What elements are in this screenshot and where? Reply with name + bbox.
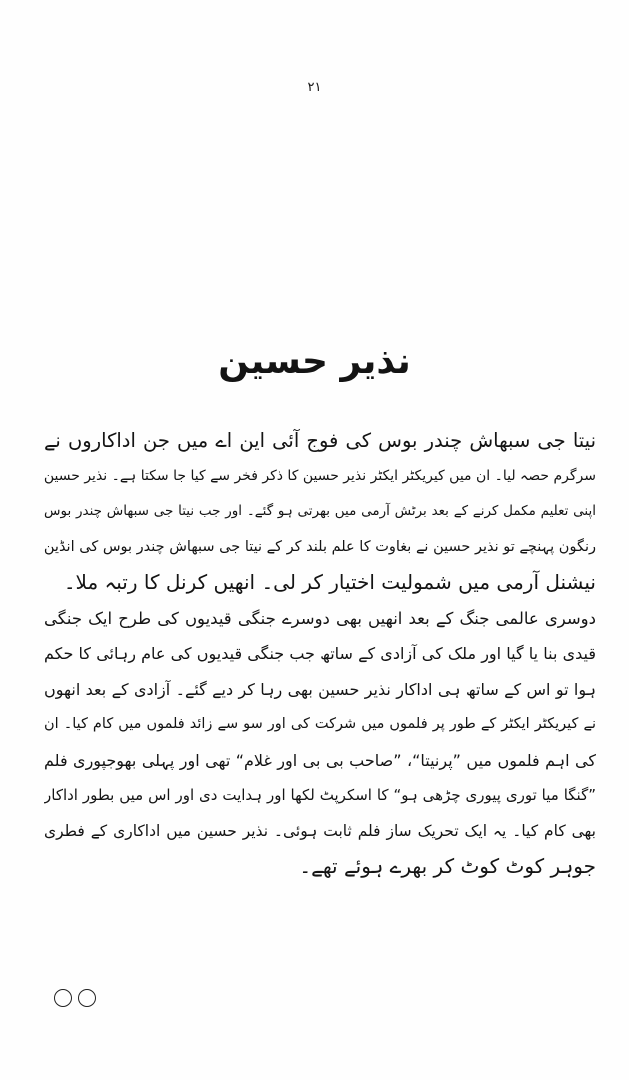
text-line: دوسری عالمی جنگ کے بعد انھیں بھی دوسرے جنگی قیدیوں کی طرح ایک جنگی [44,608,596,628]
text-line: رنگون پہنچے تو نذیر حسین نے بغاوت کا علم بلند کر کے نیتا جی سبھاش چندر بوس کی انڈین [44,538,596,555]
circle-icon [78,989,96,1007]
text-line: بھی کام کیا۔ یہ ایک تحریک ساز فلم ثابت ہوئی۔ نذیر حسین میں اداکاری کے فطری [44,821,596,840]
text-line: نیتا جی سبھاش چندر بوس کی فوج آئی این اے میں جن اداکاروں نے [44,429,596,452]
text-line: ”گنگا میا توری پیوری چڑھی ہو“ کا اسکرپٹ لکھا اور ہدایت دی اور اس میں بطور اداکار [44,786,596,804]
paragraph-2 [44,601,596,885]
chapter-title: نذیر حسین [218,341,411,382]
page-number: ۲۱ [307,80,322,95]
text-line: ہوا تو اس کے ساتھ ہی اداکار نذیر حسین بھی رہا کر دیے گئے۔ آزادی کے بعد انھوں [44,679,596,699]
text-line: جوہر کوٹ کوٹ کر بھرے ہوئے تھے۔ [299,854,596,878]
text-line: کی اہم فلموں میں ”پرنیتا“، ”صاحب بی بی اور غلام“ تھی اور پہلی بھوجپوری فلم [44,750,596,770]
text-line: اپنی تعلیم مکمل کرنے کے بعد برٹش آرمی میں بھرتی ہو گئے۔ اور جب نیتا جی سبھاش چندر بوس [44,503,596,519]
text-line: نے کیریکٹر ایکٹر کے طور پر فلموں میں شرکت کی اور سو سے زائد فلموں میں کام کیا۔ ان [44,716,596,732]
paragraph-1 [44,423,596,601]
page-ornament [54,989,96,1007]
text-line: قیدی بنا یا گیا اور ملک کی آزادی کے ساتھ جب جنگی قیدیوں کی عام رہائی کا حکم [44,644,596,663]
body-text [44,423,596,885]
circle-icon [54,989,72,1007]
text-line: نیشنل آرمی میں شمولیت اختیار کر لی۔ انھیں کرنل کا رتبہ ملا۔ [63,570,596,594]
text-line: سرگرم حصہ لیا۔ ان میں کیریکٹر ایکٹر نذیر حسین کا ذکر فخر سے کیا جا سکتا ہے۔ نذیر حسین [44,467,596,484]
